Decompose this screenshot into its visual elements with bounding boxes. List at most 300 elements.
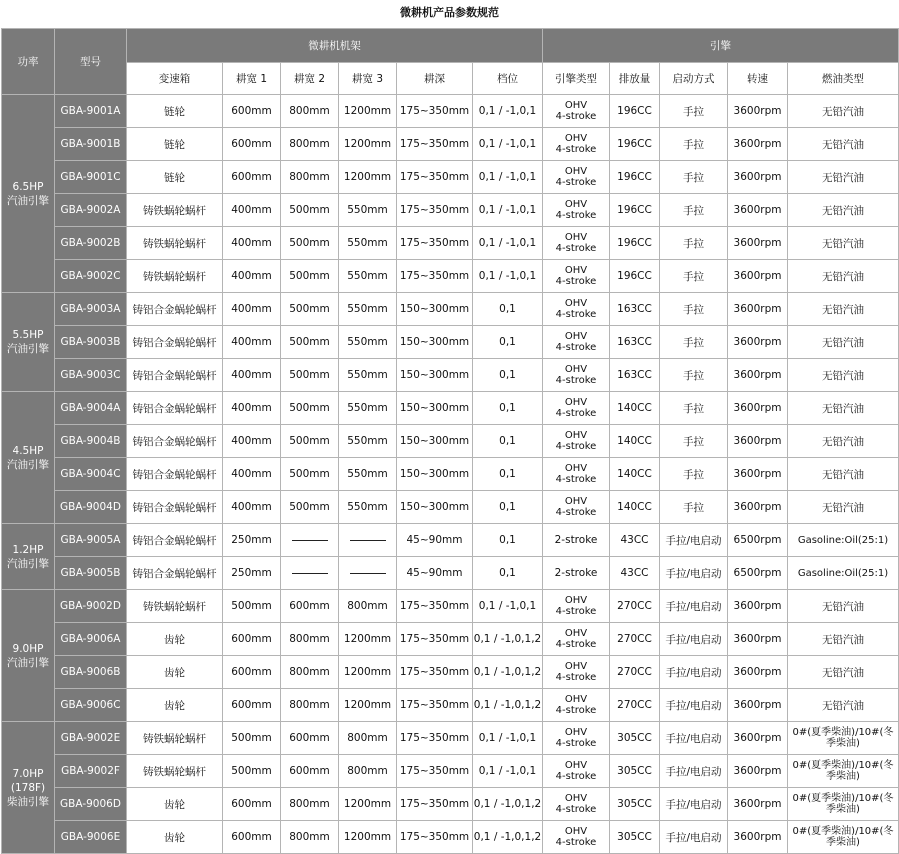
cell-width-2: 600mm (281, 590, 339, 623)
header-rpm: 转速 (728, 63, 788, 95)
cell-width-1: 400mm (223, 260, 281, 293)
cell-rpm: 3600rpm (728, 623, 788, 656)
cell-width-1: 600mm (223, 623, 281, 656)
cell-gear: 0,1 (473, 392, 543, 425)
cell-depth: 175~350mm (397, 788, 473, 821)
spec-table (1, 28, 899, 854)
table-row (2, 755, 899, 788)
power-group-label: 1.2HP 汽油引擎 (2, 524, 55, 590)
table-row (2, 227, 899, 260)
table-row (2, 458, 899, 491)
table-row (2, 260, 899, 293)
cell-fuel-type: 无铅汽油 (788, 161, 899, 194)
cell-width-1: 600mm (223, 161, 281, 194)
cell-depth: 150~300mm (397, 458, 473, 491)
cell-gearbox: 齿轮 (127, 689, 223, 722)
cell-displacement: 140CC (610, 458, 660, 491)
cell-width-3: 1200mm (339, 821, 397, 854)
cell-gear: 0,1 / -1,0,1 (473, 590, 543, 623)
cell-start-method: 手拉 (660, 194, 728, 227)
cell-engine-type: OHV 4-stroke (543, 821, 610, 854)
cell-width-1: 400mm (223, 458, 281, 491)
header-start-method: 启动方式 (660, 63, 728, 95)
cell-start-method: 手拉/电启动 (660, 557, 728, 590)
cell-rpm: 3600rpm (728, 260, 788, 293)
table-row (2, 689, 899, 722)
cell-width-1: 600mm (223, 95, 281, 128)
cell-displacement: 270CC (610, 689, 660, 722)
cell-rpm: 3600rpm (728, 194, 788, 227)
cell-rpm: 6500rpm (728, 524, 788, 557)
cell-gearbox: 铸铝合金蜗轮蜗杆 (127, 425, 223, 458)
cell-width-2: 500mm (281, 425, 339, 458)
cell-fuel-type: 0#(夏季柴油)/10#(冬季柴油) (788, 722, 899, 755)
cell-width-2: 500mm (281, 326, 339, 359)
cell-fuel-type: 无铅汽油 (788, 293, 899, 326)
cell-depth: 175~350mm (397, 260, 473, 293)
cell-gear: 0,1 / -1,0,1 (473, 128, 543, 161)
cell-fuel-type: 0#(夏季柴油)/10#(冬季柴油) (788, 755, 899, 788)
cell-displacement: 196CC (610, 194, 660, 227)
cell-depth: 175~350mm (397, 590, 473, 623)
cell-width-1: 400mm (223, 425, 281, 458)
cell-gear: 0,1 / -1,0,1 (473, 95, 543, 128)
cell-gear: 0,1 (473, 458, 543, 491)
cell-gearbox: 铸铝合金蜗轮蜗杆 (127, 491, 223, 524)
cell-rpm: 3600rpm (728, 359, 788, 392)
cell-rpm: 3600rpm (728, 128, 788, 161)
cell-model: GBA-9005B (55, 557, 127, 590)
cell-width-1: 500mm (223, 722, 281, 755)
header-engine-type: 引擎类型 (543, 63, 610, 95)
cell-fuel-type: 无铅汽油 (788, 392, 899, 425)
cell-gearbox: 铸铁蜗轮蜗杆 (127, 755, 223, 788)
table-row (2, 95, 899, 128)
cell-width-1: 400mm (223, 194, 281, 227)
cell-width-2: 800mm (281, 689, 339, 722)
cell-fuel-type: 无铅汽油 (788, 623, 899, 656)
cell-fuel-type: 无铅汽油 (788, 359, 899, 392)
table-row (2, 128, 899, 161)
cell-depth: 150~300mm (397, 491, 473, 524)
cell-gear: 0,1 (473, 425, 543, 458)
cell-width-3: 550mm (339, 491, 397, 524)
cell-engine-type: 2-stroke (543, 524, 610, 557)
cell-width-3: 550mm (339, 425, 397, 458)
table-row (2, 590, 899, 623)
cell-gearbox: 链轮 (127, 128, 223, 161)
cell-start-method: 手拉/电启动 (660, 590, 728, 623)
cell-depth: 150~300mm (397, 293, 473, 326)
cell-start-method: 手拉 (660, 491, 728, 524)
page-title: 微耕机产品参数规范 (400, 6, 499, 19)
cell-gear: 0,1 / -1,0,1 (473, 194, 543, 227)
cell-gearbox: 铸铝合金蜗轮蜗杆 (127, 392, 223, 425)
header-gear: 档位 (473, 63, 543, 95)
cell-width-2: 600mm (281, 755, 339, 788)
cell-depth: 150~300mm (397, 425, 473, 458)
cell-rpm: 3600rpm (728, 227, 788, 260)
cell-start-method: 手拉/电启动 (660, 656, 728, 689)
cell-gear: 0,1 / -1,0,1 (473, 722, 543, 755)
cell-width-3: 550mm (339, 260, 397, 293)
cell-gearbox: 铸铁蜗轮蜗杆 (127, 227, 223, 260)
cell-width-1: 400mm (223, 392, 281, 425)
cell-start-method: 手拉/电启动 (660, 755, 728, 788)
cell-depth: 175~350mm (397, 161, 473, 194)
cell-gear: 0,1 / -1,0,1,2 (473, 689, 543, 722)
cell-model: GBA-9001B (55, 128, 127, 161)
cell-width-2: 800mm (281, 623, 339, 656)
cell-engine-type: OHV 4-stroke (543, 425, 610, 458)
cell-width-1: 500mm (223, 755, 281, 788)
cell-width-2: 800mm (281, 788, 339, 821)
spec-table-container (1, 28, 899, 854)
cell-gearbox: 齿轮 (127, 656, 223, 689)
cell-displacement: 196CC (610, 95, 660, 128)
cell-width-2: 800mm (281, 821, 339, 854)
cell-width-3: 1200mm (339, 161, 397, 194)
cell-width-2: 500mm (281, 293, 339, 326)
power-group-label: 6.5HP 汽油引擎 (2, 95, 55, 293)
cell-gearbox: 铸铁蜗轮蜗杆 (127, 194, 223, 227)
cell-depth: 175~350mm (397, 227, 473, 260)
cell-rpm: 3600rpm (728, 161, 788, 194)
cell-gearbox: 铸铁蜗轮蜗杆 (127, 260, 223, 293)
cell-width-1: 400mm (223, 293, 281, 326)
cell-gearbox: 铸铝合金蜗轮蜗杆 (127, 359, 223, 392)
cell-engine-type: OHV 4-stroke (543, 128, 610, 161)
cell-fuel-type: 无铅汽油 (788, 194, 899, 227)
cell-width-1: 600mm (223, 656, 281, 689)
power-group-label: 5.5HP 汽油引擎 (2, 293, 55, 392)
cell-gear: 0,1 / -1,0,1,2 (473, 821, 543, 854)
cell-width-2: 500mm (281, 392, 339, 425)
header-displacement: 排放量 (610, 63, 660, 95)
cell-start-method: 手拉 (660, 227, 728, 260)
cell-rpm: 6500rpm (728, 557, 788, 590)
cell-engine-type: OHV 4-stroke (543, 293, 610, 326)
cell-width-1: 600mm (223, 128, 281, 161)
cell-displacement: 163CC (610, 359, 660, 392)
cell-width-3 (339, 557, 397, 590)
cell-width-2: 800mm (281, 656, 339, 689)
cell-width-3: 550mm (339, 293, 397, 326)
cell-depth: 175~350mm (397, 821, 473, 854)
cell-model: GBA-9004C (55, 458, 127, 491)
cell-gearbox: 铸铝合金蜗轮蜗杆 (127, 524, 223, 557)
power-group-label: 4.5HP 汽油引擎 (2, 392, 55, 524)
cell-width-2: 500mm (281, 491, 339, 524)
power-group-label: 9.0HP 汽油引擎 (2, 590, 55, 722)
cell-depth: 175~350mm (397, 623, 473, 656)
cell-start-method: 手拉 (660, 326, 728, 359)
cell-gearbox: 铸铝合金蜗轮蜗杆 (127, 557, 223, 590)
cell-start-method: 手拉 (660, 425, 728, 458)
cell-displacement: 270CC (610, 656, 660, 689)
table-row (2, 722, 899, 755)
cell-width-1: 600mm (223, 821, 281, 854)
table-row (2, 491, 899, 524)
cell-depth: 150~300mm (397, 359, 473, 392)
cell-gearbox: 齿轮 (127, 623, 223, 656)
cell-width-1: 400mm (223, 227, 281, 260)
cell-width-1: 400mm (223, 326, 281, 359)
cell-displacement: 305CC (610, 821, 660, 854)
cell-rpm: 3600rpm (728, 491, 788, 524)
cell-gear: 0,1 (473, 293, 543, 326)
cell-width-3: 550mm (339, 458, 397, 491)
cell-gear: 0,1 (473, 326, 543, 359)
cell-rpm: 3600rpm (728, 821, 788, 854)
cell-fuel-type: 无铅汽油 (788, 656, 899, 689)
cell-gearbox: 齿轮 (127, 788, 223, 821)
cell-start-method: 手拉/电启动 (660, 821, 728, 854)
cell-model: GBA-9006E (55, 821, 127, 854)
cell-model: GBA-9003B (55, 326, 127, 359)
cell-gearbox: 铸铁蜗轮蜗杆 (127, 722, 223, 755)
cell-gearbox: 齿轮 (127, 821, 223, 854)
cell-model: GBA-9001A (55, 95, 127, 128)
cell-width-2: 800mm (281, 95, 339, 128)
cell-width-3: 550mm (339, 392, 397, 425)
cell-fuel-type: 无铅汽油 (788, 227, 899, 260)
cell-engine-type: OHV 4-stroke (543, 326, 610, 359)
cell-displacement: 270CC (610, 623, 660, 656)
cell-displacement: 43CC (610, 557, 660, 590)
cell-width-2 (281, 524, 339, 557)
cell-gear: 0,1 / -1,0,1,2 (473, 623, 543, 656)
header-power: 功率 (2, 29, 55, 95)
cell-rpm: 3600rpm (728, 326, 788, 359)
cell-engine-type: OHV 4-stroke (543, 623, 610, 656)
cell-model: GBA-9003A (55, 293, 127, 326)
cell-model: GBA-9002B (55, 227, 127, 260)
table-row (2, 293, 899, 326)
cell-fuel-type: Gasoline:Oil(25:1) (788, 557, 899, 590)
cell-width-2: 500mm (281, 194, 339, 227)
cell-fuel-type: 无铅汽油 (788, 95, 899, 128)
cell-width-3: 550mm (339, 359, 397, 392)
cell-displacement: 305CC (610, 755, 660, 788)
cell-width-2: 800mm (281, 161, 339, 194)
cell-model: GBA-9006C (55, 689, 127, 722)
cell-engine-type: OHV 4-stroke (543, 227, 610, 260)
table-row (2, 821, 899, 854)
cell-depth: 175~350mm (397, 95, 473, 128)
table-row (2, 557, 899, 590)
cell-width-2: 600mm (281, 722, 339, 755)
cell-engine-type: OHV 4-stroke (543, 359, 610, 392)
cell-depth: 175~350mm (397, 689, 473, 722)
cell-depth: 175~350mm (397, 194, 473, 227)
cell-displacement: 43CC (610, 524, 660, 557)
cell-width-3: 550mm (339, 326, 397, 359)
cell-gear: 0,1 (473, 557, 543, 590)
cell-start-method: 手拉/电启动 (660, 524, 728, 557)
cell-width-1: 250mm (223, 557, 281, 590)
cell-width-1: 400mm (223, 359, 281, 392)
cell-displacement: 305CC (610, 788, 660, 821)
cell-width-2 (281, 557, 339, 590)
cell-start-method: 手拉 (660, 458, 728, 491)
cell-engine-type: OHV 4-stroke (543, 95, 610, 128)
cell-engine-type: OHV 4-stroke (543, 392, 610, 425)
cell-rpm: 3600rpm (728, 95, 788, 128)
cell-model: GBA-9005A (55, 524, 127, 557)
cell-fuel-type: 无铅汽油 (788, 128, 899, 161)
cell-start-method: 手拉 (660, 161, 728, 194)
table-row (2, 326, 899, 359)
header-width-2: 耕宽 2 (281, 63, 339, 95)
cell-gearbox: 铸铝合金蜗轮蜗杆 (127, 458, 223, 491)
cell-start-method: 手拉 (660, 293, 728, 326)
cell-gearbox: 铸铝合金蜗轮蜗杆 (127, 293, 223, 326)
header-gearbox: 变速箱 (127, 63, 223, 95)
table-row (2, 788, 899, 821)
cell-fuel-type: 无铅汽油 (788, 689, 899, 722)
cell-width-3 (339, 524, 397, 557)
cell-width-3: 1200mm (339, 623, 397, 656)
cell-rpm: 3600rpm (728, 590, 788, 623)
cell-rpm: 3600rpm (728, 722, 788, 755)
cell-model: GBA-9004B (55, 425, 127, 458)
cell-gear: 0,1 (473, 524, 543, 557)
cell-engine-type: OHV 4-stroke (543, 722, 610, 755)
cell-width-1: 600mm (223, 788, 281, 821)
cell-gear: 0,1 / -1,0,1,2 (473, 788, 543, 821)
cell-gearbox: 铸铁蜗轮蜗杆 (127, 590, 223, 623)
cell-rpm: 3600rpm (728, 458, 788, 491)
cell-fuel-type: 0#(夏季柴油)/10#(冬季柴油) (788, 788, 899, 821)
cell-fuel-type: 无铅汽油 (788, 425, 899, 458)
cell-engine-type: OHV 4-stroke (543, 689, 610, 722)
cell-rpm: 3600rpm (728, 755, 788, 788)
spec-table-body (2, 95, 899, 854)
cell-start-method: 手拉 (660, 128, 728, 161)
cell-width-3: 800mm (339, 590, 397, 623)
cell-depth: 175~350mm (397, 656, 473, 689)
cell-engine-type: OHV 4-stroke (543, 491, 610, 524)
cell-width-3: 550mm (339, 194, 397, 227)
cell-depth: 175~350mm (397, 722, 473, 755)
cell-displacement: 140CC (610, 491, 660, 524)
cell-width-1: 600mm (223, 689, 281, 722)
cell-start-method: 手拉 (660, 260, 728, 293)
cell-width-2: 500mm (281, 458, 339, 491)
cell-gear: 0,1 / -1,0,1 (473, 755, 543, 788)
cell-width-3: 1200mm (339, 788, 397, 821)
table-row (2, 161, 899, 194)
cell-start-method: 手拉/电启动 (660, 623, 728, 656)
cell-model: GBA-9004D (55, 491, 127, 524)
cell-width-3: 800mm (339, 755, 397, 788)
cell-depth: 45~90mm (397, 524, 473, 557)
cell-width-2: 500mm (281, 260, 339, 293)
cell-width-3: 1200mm (339, 689, 397, 722)
cell-gearbox: 链轮 (127, 95, 223, 128)
cell-width-3: 1200mm (339, 656, 397, 689)
cell-gear: 0,1 (473, 491, 543, 524)
cell-depth: 175~350mm (397, 755, 473, 788)
cell-rpm: 3600rpm (728, 392, 788, 425)
cell-model: GBA-9001C (55, 161, 127, 194)
cell-fuel-type: 无铅汽油 (788, 260, 899, 293)
cell-gearbox: 铸铝合金蜗轮蜗杆 (127, 326, 223, 359)
table-row (2, 524, 899, 557)
cell-depth: 45~90mm (397, 557, 473, 590)
cell-model: GBA-9006B (55, 656, 127, 689)
cell-engine-type: OHV 4-stroke (543, 458, 610, 491)
header-width-1: 耕宽 1 (223, 63, 281, 95)
cell-model: GBA-9004A (55, 392, 127, 425)
cell-start-method: 手拉/电启动 (660, 722, 728, 755)
cell-start-method: 手拉 (660, 359, 728, 392)
cell-fuel-type: 0#(夏季柴油)/10#(冬季柴油) (788, 821, 899, 854)
cell-engine-type: OHV 4-stroke (543, 590, 610, 623)
cell-start-method: 手拉/电启动 (660, 689, 728, 722)
cell-width-3: 550mm (339, 227, 397, 260)
empty-dash (292, 540, 328, 541)
cell-engine-type: OHV 4-stroke (543, 788, 610, 821)
cell-rpm: 3600rpm (728, 788, 788, 821)
cell-width-3: 800mm (339, 722, 397, 755)
cell-engine-type: OHV 4-stroke (543, 161, 610, 194)
cell-width-2: 500mm (281, 227, 339, 260)
cell-fuel-type: 无铅汽油 (788, 590, 899, 623)
header-width-3: 耕宽 3 (339, 63, 397, 95)
cell-displacement: 270CC (610, 590, 660, 623)
cell-model: GBA-9002D (55, 590, 127, 623)
cell-model: GBA-9002F (55, 755, 127, 788)
cell-model: GBA-9006D (55, 788, 127, 821)
cell-displacement: 163CC (610, 326, 660, 359)
power-group-label: 7.0HP (178F) 柴油引擎 (2, 722, 55, 854)
cell-displacement: 163CC (610, 293, 660, 326)
cell-displacement: 196CC (610, 128, 660, 161)
table-row (2, 623, 899, 656)
cell-fuel-type: 无铅汽油 (788, 458, 899, 491)
cell-engine-type: OHV 4-stroke (543, 656, 610, 689)
cell-rpm: 3600rpm (728, 293, 788, 326)
cell-model: GBA-9002A (55, 194, 127, 227)
cell-rpm: 3600rpm (728, 689, 788, 722)
table-row (2, 656, 899, 689)
cell-rpm: 3600rpm (728, 656, 788, 689)
cell-engine-type: 2-stroke (543, 557, 610, 590)
cell-engine-type: OHV 4-stroke (543, 755, 610, 788)
cell-gear: 0,1 / -1,0,1,2 (473, 656, 543, 689)
header-depth: 耕深 (397, 63, 473, 95)
cell-model: GBA-9002C (55, 260, 127, 293)
cell-model: GBA-9003C (55, 359, 127, 392)
cell-gearbox: 链轮 (127, 161, 223, 194)
cell-width-1: 250mm (223, 524, 281, 557)
table-row (2, 392, 899, 425)
cell-width-1: 400mm (223, 491, 281, 524)
header-frame-group: 微耕机机架 (127, 29, 543, 63)
cell-rpm: 3600rpm (728, 425, 788, 458)
header-model: 型号 (55, 29, 127, 95)
table-row (2, 359, 899, 392)
cell-gear: 0,1 / -1,0,1 (473, 227, 543, 260)
cell-fuel-type: Gasoline:Oil(25:1) (788, 524, 899, 557)
empty-dash (350, 540, 386, 541)
cell-model: GBA-9006A (55, 623, 127, 656)
cell-start-method: 手拉 (660, 95, 728, 128)
cell-fuel-type: 无铅汽油 (788, 491, 899, 524)
cell-displacement: 140CC (610, 392, 660, 425)
